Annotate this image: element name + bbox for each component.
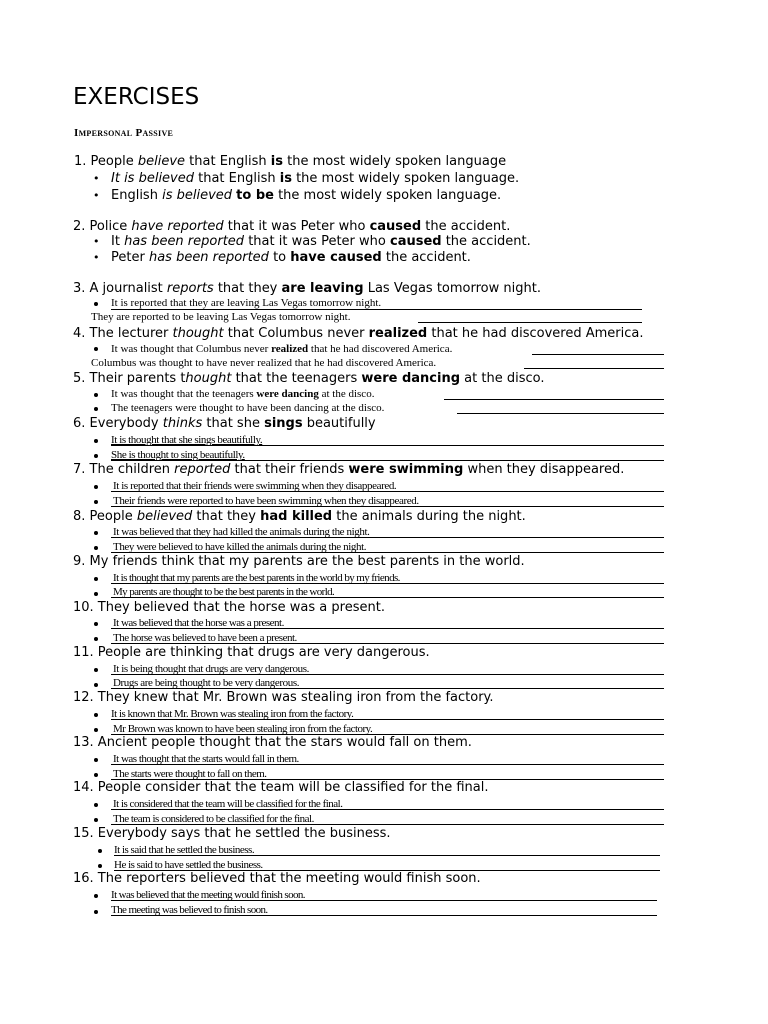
exercise-16-answer-2: The meeting was believed to finish soon.	[111, 904, 268, 916]
exercise-5-answer-1	[111, 388, 374, 401]
bullet	[94, 500, 98, 504]
text: reports	[166, 281, 214, 296]
text: It was thought that Columbus never	[111, 343, 272, 355]
text: thinks	[162, 416, 203, 431]
bullet	[94, 773, 98, 777]
bullet	[94, 393, 98, 397]
exercise-8-question	[73, 509, 526, 525]
bullet	[94, 910, 98, 914]
text: to be	[236, 188, 274, 203]
exercise-12-answer-2: Mr Brown was known to have been stealing iron from the factory.	[113, 723, 373, 735]
answer-line	[111, 809, 664, 810]
exercise-9-answer-1: It is thought that my parents are the best parents in the world by my friends.	[113, 572, 400, 584]
exercise-16-answer-1: It was believed that the meeting would finish soon.	[111, 889, 305, 901]
text: the animals during the night.	[332, 509, 526, 524]
text: the accident.	[421, 219, 511, 234]
text: thought	[172, 326, 224, 341]
answer-line	[111, 460, 664, 461]
exercise-8-answer-2: They were believed to have killed the animals during the night.	[113, 541, 367, 553]
answer-line	[524, 368, 664, 369]
exercise-13-answer-2: The starts were thought to fall on them.	[113, 768, 267, 780]
exercise-6-answer-1: It is thought that she sings beautifully.	[111, 434, 263, 446]
text: that Columbus never	[223, 326, 369, 341]
answer-line	[418, 322, 642, 323]
text: sings	[264, 416, 303, 431]
exercise-7-answer-1: It is reported that their friends were swimming when they disappeared.	[113, 480, 397, 492]
exercise-3-answer-2: They are reported to be leaving Las Vegas tomorrow night.	[91, 311, 351, 323]
text: is	[270, 154, 283, 169]
text: that it was Peter who	[223, 219, 370, 234]
bullet	[94, 577, 98, 581]
text: realized	[368, 326, 428, 341]
text: 4. The lecturer	[73, 326, 173, 341]
text: that they	[192, 509, 261, 524]
text: reported	[174, 462, 231, 477]
exercise-14-answer-1: It is considered that the team will be classified for the final.	[113, 798, 343, 810]
text: has been reported	[148, 250, 269, 265]
exercise-2-answer-2	[111, 250, 471, 266]
text: realized	[271, 343, 309, 355]
exercise-16-question: 16. The reporters believed that the meeting would finish soon.	[73, 871, 481, 886]
answer-line	[111, 552, 664, 553]
text: It was thought that the teenagers	[111, 388, 257, 400]
exercise-10-answer-2: The horse was believed to have been a present.	[113, 632, 297, 644]
text: believed	[136, 509, 193, 524]
text: are leaving	[281, 281, 364, 296]
answer-line	[444, 399, 664, 400]
section-subtitle: Impersonal Passive	[74, 127, 174, 139]
exercise-11-answer-2: Drugs are being thought to be very dangerous.	[113, 677, 300, 689]
text: were dancing	[361, 371, 461, 386]
bullet	[94, 622, 98, 626]
answer-line	[111, 537, 664, 538]
answer-line	[457, 413, 664, 414]
text: have caused	[290, 250, 382, 265]
text: when they disappeared.	[463, 462, 625, 477]
text: has been reported	[124, 234, 245, 249]
answer-line	[111, 688, 664, 689]
answer-line	[111, 583, 664, 584]
page-title: EXERCISES	[73, 84, 200, 110]
bullet	[94, 347, 98, 351]
exercise-1-answer-1	[111, 171, 519, 187]
text: the accident.	[441, 234, 531, 249]
text: It	[111, 234, 125, 249]
bullet	[94, 683, 98, 687]
answer-line	[111, 491, 664, 492]
answer-line	[111, 900, 657, 901]
answer-line	[111, 628, 664, 629]
bullet	[94, 637, 98, 641]
answer-line	[111, 719, 664, 720]
text: Peter	[111, 250, 149, 265]
bullet	[94, 894, 98, 898]
text: beautifully	[302, 416, 376, 431]
text: 2. Police	[73, 219, 132, 234]
text: 1. People	[74, 154, 138, 169]
answer-line	[532, 354, 664, 355]
text: Las Vegas tomorrow night.	[363, 281, 541, 296]
text: the most widely spoken language.	[291, 171, 520, 186]
answer-line	[111, 643, 664, 644]
exercise-3-answer-1: It is reported that they are leaving Las Vegas tomorrow night.	[111, 297, 382, 309]
exercise-4-question	[73, 326, 644, 342]
exercise-9-answer-2: My parents are thought to be the best parents in the world.	[113, 586, 335, 598]
text: that it was Peter who	[244, 234, 390, 249]
exercise-7-answer-2: Their friends were reported to have been swimming when they disappeared.	[113, 495, 419, 507]
exercise-2-question	[73, 219, 510, 235]
text: caused	[389, 234, 442, 249]
text: 8. People	[73, 509, 137, 524]
exercise-14-answer-2: The team is considered to be classified for the final.	[113, 813, 314, 825]
text: 3. A journalist	[73, 281, 167, 296]
text: had killed	[260, 509, 333, 524]
text: that the teenagers	[231, 371, 362, 386]
exercise-11-answer-1: It is being thought that drugs are very dangerous.	[113, 663, 309, 675]
text: have reported	[131, 219, 224, 234]
bullet	[94, 407, 98, 411]
answer-line	[111, 597, 664, 598]
exercise-6-answer-2: She is thought to sing beautifully.	[111, 449, 245, 461]
bullet	[94, 668, 98, 672]
exercise-11-question: 11. People are thinking that drugs are very dangerous.	[73, 645, 430, 660]
exercise-4-answer-2: Columbus was thought to have never realized that he had discovered America.	[91, 357, 437, 369]
exercise-12-question: 12. They knew that Mr. Brown was stealing iron from the factory.	[73, 690, 494, 705]
exercise-6-question	[73, 416, 376, 432]
bullet	[94, 302, 98, 306]
text: the most widely spoken language.	[273, 188, 502, 203]
text: 7. The children	[73, 462, 175, 477]
exercise-10-question: 10. They believed that the horse was a present.	[73, 600, 385, 615]
exercise-5-question	[73, 371, 544, 387]
text: the accident.	[381, 250, 471, 265]
answer-line	[114, 855, 660, 856]
bullet	[94, 803, 98, 807]
exercise-1-question	[74, 154, 506, 170]
exercise-5-answer-2: The teenagers were thought to have been dancing at the disco.	[111, 402, 385, 414]
text: at the disco.	[460, 371, 545, 386]
text: hought	[185, 371, 232, 386]
text: is	[279, 171, 292, 186]
answer-line	[111, 674, 664, 675]
text: the most widely spoken language	[282, 154, 507, 169]
text: It is believed	[111, 171, 194, 186]
bullet	[94, 713, 98, 717]
text: at the disco.	[318, 388, 375, 400]
text: caused	[369, 219, 422, 234]
exercise-8-answer-1: It was believed that they had killed the animals during the night.	[113, 526, 370, 538]
exercise-3-question	[73, 281, 541, 297]
bullet	[98, 864, 102, 868]
exercise-7-question	[73, 462, 624, 478]
bullet	[94, 546, 98, 550]
text: 5. Their parents t	[73, 371, 186, 386]
exercise-2-answer-1	[111, 234, 531, 250]
bullet	[94, 758, 98, 762]
answer-line	[111, 309, 642, 310]
text: that English	[194, 171, 280, 186]
answer-line	[111, 915, 657, 916]
exercise-14-question: 14. People consider that the team will be classified for the final.	[73, 780, 489, 795]
exercise-1-answer-2	[111, 188, 501, 204]
answer-line	[111, 764, 664, 765]
answer-line	[111, 506, 664, 507]
text: that they	[213, 281, 282, 296]
exercise-13-answer-1: It was thought that the starts would fall in them.	[113, 753, 299, 765]
bullet	[94, 818, 98, 822]
text: that he had discovered America.	[308, 343, 453, 355]
text: that he had discovered America.	[427, 326, 644, 341]
exercise-9-question: 9. My friends think that my parents are the best parents in the world.	[73, 554, 525, 569]
text: 6. Everybody	[73, 416, 163, 431]
exercise-13-question: 13. Ancient people thought that the stars would fall on them.	[73, 735, 472, 750]
text: were dancing	[256, 388, 319, 400]
text: to	[268, 250, 291, 265]
text: that English	[185, 154, 271, 169]
exercise-15-answer-2: He is said to have settled the business.	[114, 859, 263, 871]
exercise-10-answer-1: It was believed that the horse was a present.	[113, 617, 284, 629]
text: believe	[137, 154, 186, 169]
bullet	[94, 454, 98, 458]
bullet	[94, 728, 98, 732]
answer-line	[111, 445, 664, 446]
exercise-4-answer-1	[111, 343, 452, 356]
exercise-12-answer-1: It is known that Mr. Brown was stealing iron from the factory.	[111, 708, 354, 720]
bullet	[94, 531, 98, 535]
text: were swimming	[348, 462, 464, 477]
bullet	[98, 849, 102, 853]
text: that she	[202, 416, 265, 431]
exercise-15-question: 15. Everybody says that he settled the business.	[73, 826, 391, 841]
text: is believed	[162, 188, 233, 203]
answer-line	[111, 824, 664, 825]
text: English	[111, 188, 163, 203]
text: that their friends	[230, 462, 349, 477]
bullet	[94, 592, 98, 596]
exercise-15-answer-1: It is said that he settled the business.	[114, 844, 255, 856]
bullet	[94, 439, 98, 443]
bullet	[94, 485, 98, 489]
